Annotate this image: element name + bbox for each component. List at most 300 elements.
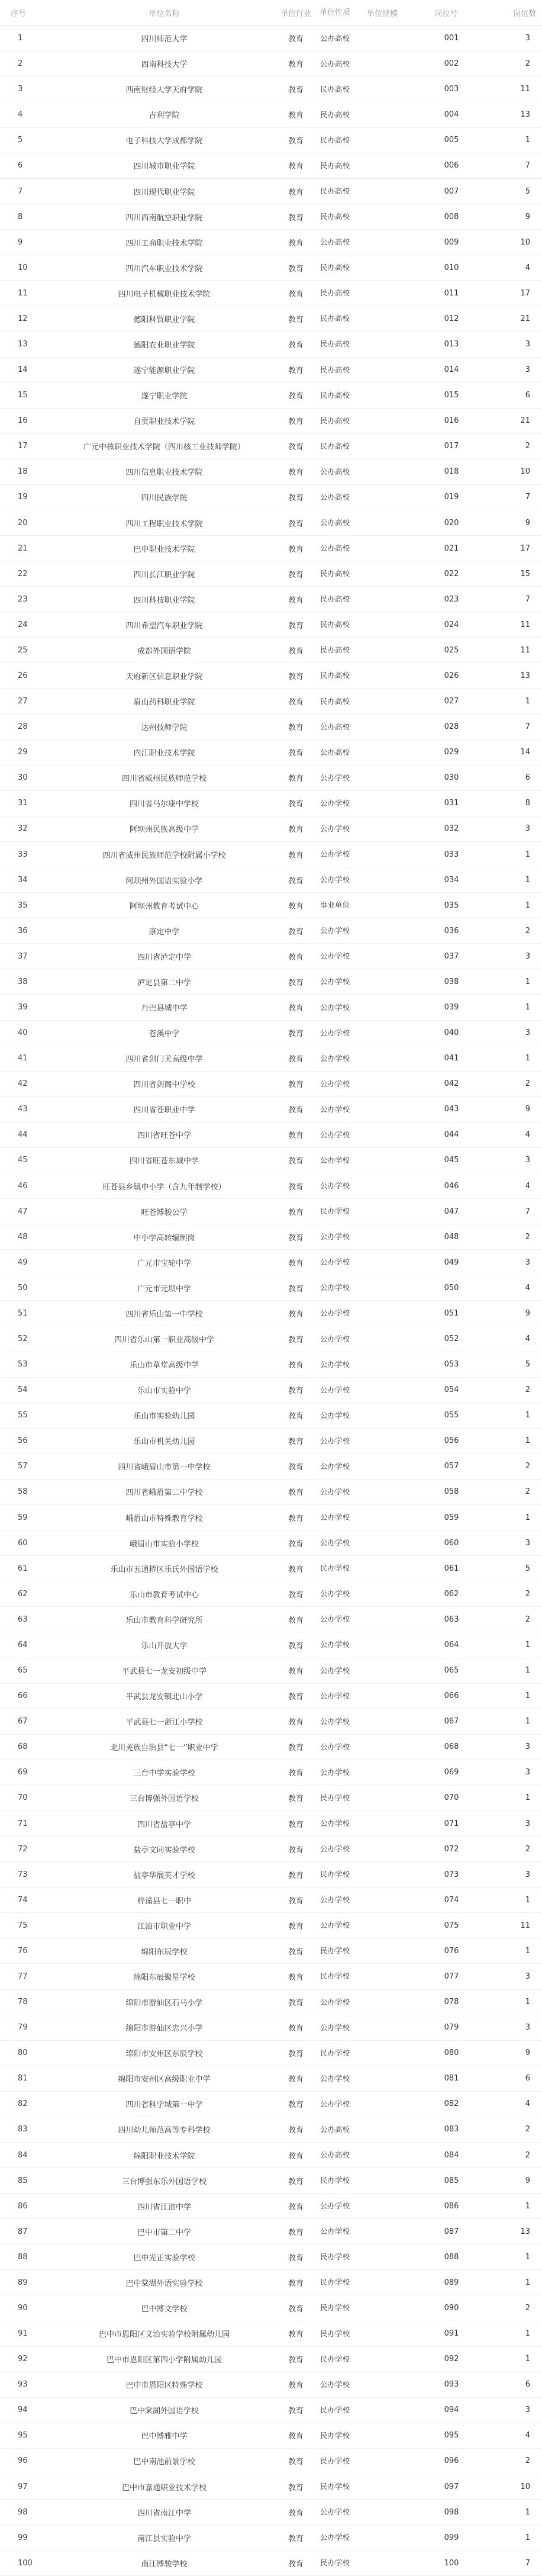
row-unit-scale [353, 1683, 411, 1709]
table-row [0, 51, 542, 76]
row-seq: 7 [0, 178, 53, 204]
row-position-code: 061 [411, 1556, 481, 1581]
row-seq: 93 [0, 2372, 53, 2397]
row-seq: 51 [0, 1301, 53, 1326]
table-row [0, 2117, 542, 2142]
row-unit-type: 公办学校 [317, 1709, 353, 1734]
row-position-code: 058 [411, 1479, 481, 1504]
row-position-code: 082 [411, 2091, 481, 2117]
row-unit-type: 民办高校 [317, 255, 353, 281]
row-seq: 81 [0, 2066, 53, 2091]
row-position-code: 062 [411, 1581, 481, 1607]
row-unit-name: 四川省江油中学 [53, 2194, 275, 2219]
row-unit-name: 乐山市实验幼儿园 [53, 1403, 275, 1428]
row-seq: 98 [0, 2500, 53, 2525]
row-position-code: 023 [411, 587, 481, 612]
table-row [0, 2500, 542, 2525]
row-seq: 79 [0, 2015, 53, 2040]
row-unit-industry: 教育 [275, 230, 317, 255]
row-unit-scale [353, 1428, 411, 1453]
row-unit-name: 乐山市草堂高级中学 [53, 1352, 275, 1377]
table-row [0, 408, 542, 433]
row-unit-scale [353, 1658, 411, 1683]
row-seq: 49 [0, 1250, 53, 1275]
row-seq: 85 [0, 2168, 53, 2194]
row-position-code: 042 [411, 1071, 481, 1096]
row-seq: 92 [0, 2346, 53, 2372]
row-position-count: 9 [481, 204, 542, 230]
row-unit-scale [353, 842, 411, 867]
table-row [0, 612, 542, 638]
row-position-code: 063 [411, 1607, 481, 1632]
row-seq: 2 [0, 51, 53, 76]
row-unit-type: 公办学校 [317, 1453, 353, 1479]
row-unit-name: 北川羌族自治县“七一”职业中学 [53, 1734, 275, 1760]
row-unit-scale [353, 663, 411, 689]
header-seq: 序号 [0, 0, 53, 25]
row-unit-scale [353, 2525, 411, 2551]
row-unit-name: 四川省乐山第一职业高级中学 [53, 1326, 275, 1352]
row-position-count: 3 [481, 1964, 542, 1989]
row-position-code: 085 [411, 2168, 481, 2194]
table-row [0, 1403, 542, 1428]
table-row [0, 995, 542, 1020]
row-unit-type: 公办学校 [317, 995, 353, 1020]
row-unit-type: 公办学校 [317, 1989, 353, 2015]
table-row [0, 1683, 542, 1709]
row-seq: 17 [0, 433, 53, 459]
table-row [0, 1122, 542, 1147]
row-unit-industry: 教育 [275, 2321, 317, 2346]
row-seq: 46 [0, 1173, 53, 1199]
row-position-count: 7 [481, 1199, 542, 1224]
table-row [0, 433, 542, 459]
table-row [0, 2346, 542, 2372]
row-unit-scale [353, 306, 411, 332]
table-row [0, 1810, 542, 1836]
table-row [0, 281, 542, 306]
row-unit-name: 天府新区信息职业学院 [53, 663, 275, 689]
row-seq: 96 [0, 2448, 53, 2474]
row-unit-industry: 教育 [275, 1760, 317, 1785]
table-row [0, 1453, 542, 1479]
table-row [0, 25, 542, 51]
row-position-count: 1 [481, 2321, 542, 2346]
row-seq: 86 [0, 2194, 53, 2219]
row-seq: 84 [0, 2142, 53, 2167]
row-unit-name: 达州技师学院 [53, 714, 275, 739]
table-row [0, 893, 542, 918]
row-position-count: 21 [481, 408, 542, 433]
row-seq: 94 [0, 2397, 53, 2423]
table-row [0, 2066, 542, 2091]
row-unit-name: 乐山开放大学 [53, 1632, 275, 1658]
row-position-count: 7 [481, 153, 542, 178]
row-position-count: 9 [481, 510, 542, 535]
row-seq: 32 [0, 816, 53, 841]
row-unit-scale [353, 1760, 411, 1785]
row-unit-type: 民办学校 [317, 1199, 353, 1224]
row-unit-industry: 教育 [275, 2372, 317, 2397]
row-position-code: 056 [411, 1428, 481, 1453]
row-seq: 53 [0, 1352, 53, 1377]
table-row [0, 638, 542, 663]
row-unit-scale [353, 1505, 411, 1530]
row-seq: 12 [0, 306, 53, 332]
row-unit-scale [353, 1377, 411, 1403]
row-unit-industry: 教育 [275, 2015, 317, 2040]
row-position-count: 13 [481, 663, 542, 689]
row-position-code: 065 [411, 1658, 481, 1683]
row-unit-type: 民办学校 [317, 1938, 353, 1964]
row-unit-industry: 教育 [275, 867, 317, 893]
table-row [0, 2397, 542, 2423]
row-unit-name: 电子科技大学成都学院 [53, 127, 275, 153]
row-seq: 25 [0, 638, 53, 663]
row-unit-scale [353, 2091, 411, 2117]
row-position-code: 013 [411, 332, 481, 357]
row-unit-type: 公办学校 [317, 2372, 353, 2397]
row-unit-type: 公办高校 [317, 51, 353, 76]
row-unit-scale [353, 1913, 411, 1938]
row-unit-industry: 教育 [275, 1607, 317, 1632]
row-unit-type: 公办学校 [317, 1887, 353, 1913]
row-seq: 44 [0, 1122, 53, 1147]
row-seq: 43 [0, 1096, 53, 1122]
row-unit-industry: 教育 [275, 2270, 317, 2295]
row-seq: 54 [0, 1377, 53, 1403]
row-position-code: 075 [411, 1913, 481, 1938]
row-seq: 20 [0, 510, 53, 535]
row-unit-scale [353, 76, 411, 102]
row-position-code: 014 [411, 357, 481, 382]
row-unit-scale [353, 689, 411, 714]
row-unit-type: 公办高校 [317, 230, 353, 255]
row-unit-name: 巴中博文学校 [53, 2295, 275, 2321]
row-position-code: 044 [411, 1122, 481, 1147]
row-unit-scale [353, 638, 411, 663]
row-unit-name: 四川省苍职业中学 [53, 1096, 275, 1122]
row-unit-type: 公办学校 [317, 1479, 353, 1504]
row-unit-type: 公办学校 [317, 1122, 353, 1147]
row-seq: 26 [0, 663, 53, 689]
row-unit-scale [353, 1403, 411, 1428]
row-unit-name: 乐山市五通桥区乐氏外国语学校 [53, 1556, 275, 1581]
header-unit-name: 单位名称 [53, 0, 275, 25]
row-unit-name: 四川希望汽车职业学院 [53, 612, 275, 638]
row-unit-industry: 教育 [275, 127, 317, 153]
row-unit-type: 民办高校 [317, 433, 353, 459]
row-unit-name: 遂宁能源职业学院 [53, 357, 275, 382]
row-seq: 73 [0, 1862, 53, 1887]
row-position-code: 071 [411, 1810, 481, 1836]
row-unit-name: 巴中棠湖外国语学校 [53, 2397, 275, 2423]
row-position-count: 21 [481, 306, 542, 332]
row-position-count: 2 [481, 2117, 542, 2142]
row-unit-scale [353, 51, 411, 76]
row-unit-name: 巴中职业技术学院 [53, 536, 275, 561]
row-position-count: 17 [481, 281, 542, 306]
row-unit-scale [353, 2015, 411, 2040]
row-seq: 30 [0, 765, 53, 790]
row-unit-name: 平武县龙安镇北山小学 [53, 1683, 275, 1709]
row-position-count: 3 [481, 944, 542, 969]
row-unit-scale [353, 944, 411, 969]
row-position-count: 1 [481, 2525, 542, 2551]
row-unit-type: 公办学校 [317, 1607, 353, 1632]
row-unit-scale [353, 995, 411, 1020]
table-row [0, 2015, 542, 2040]
row-unit-scale [353, 790, 411, 816]
table-row [0, 1224, 542, 1250]
row-position-code: 026 [411, 663, 481, 689]
row-unit-name: 四川省盐亭中学 [53, 1810, 275, 1836]
row-position-code: 080 [411, 2040, 481, 2066]
row-seq: 28 [0, 714, 53, 739]
row-unit-industry: 教育 [275, 944, 317, 969]
row-unit-type: 公办高校 [317, 739, 353, 765]
row-unit-type: 公办学校 [317, 1224, 353, 1250]
row-unit-type: 公办学校 [317, 1326, 353, 1352]
row-unit-name: 四川现代职业学院 [53, 178, 275, 204]
row-unit-scale [353, 2551, 411, 2576]
row-unit-industry: 教育 [275, 1224, 317, 1250]
row-unit-scale [353, 255, 411, 281]
row-unit-industry: 教育 [275, 969, 317, 995]
row-unit-name: 西南科技大学 [53, 51, 275, 76]
row-unit-name: 乐山市实验中学 [53, 1377, 275, 1403]
row-seq: 3 [0, 76, 53, 102]
row-unit-name: 丹巴县城中学 [53, 995, 275, 1020]
row-position-code: 051 [411, 1301, 481, 1326]
table-row [0, 739, 542, 765]
row-position-count: 9 [481, 2168, 542, 2194]
row-position-count: 4 [481, 2423, 542, 2448]
row-position-count: 2 [481, 433, 542, 459]
row-position-code: 001 [411, 25, 481, 51]
row-unit-type: 事业单位 [317, 893, 353, 918]
row-unit-industry: 教育 [275, 1147, 317, 1173]
table-row [0, 1530, 542, 1556]
row-position-count: 2 [481, 1453, 542, 1479]
row-unit-name: 阿坝州外国语实验小学 [53, 867, 275, 893]
row-unit-industry: 教育 [275, 893, 317, 918]
row-unit-industry: 教育 [275, 1658, 317, 1683]
row-unit-scale [353, 714, 411, 739]
row-seq: 66 [0, 1683, 53, 1709]
row-position-code: 038 [411, 969, 481, 995]
row-seq: 62 [0, 1581, 53, 1607]
table-row [0, 1020, 542, 1046]
row-seq: 1 [0, 25, 53, 51]
row-unit-name: 四川省旺苍东城中学 [53, 1147, 275, 1173]
row-unit-type: 公办学校 [317, 918, 353, 944]
row-position-count: 2 [481, 1224, 542, 1250]
row-position-code: 027 [411, 689, 481, 714]
row-position-count: 11 [481, 76, 542, 102]
row-unit-name: 绵阳职业技术学院 [53, 2142, 275, 2167]
row-seq: 72 [0, 1837, 53, 1862]
row-unit-type: 民办学校 [317, 2397, 353, 2423]
row-unit-type: 民办高校 [317, 178, 353, 204]
row-unit-type: 公办学校 [317, 1632, 353, 1658]
row-position-code: 096 [411, 2448, 481, 2474]
row-unit-name: 四川省威州民族师范学校附属小学校 [53, 842, 275, 867]
row-position-code: 055 [411, 1403, 481, 1428]
row-unit-scale [353, 2474, 411, 2500]
row-unit-type: 公办学校 [317, 2525, 353, 2551]
row-unit-industry: 教育 [275, 382, 317, 408]
table-row [0, 76, 542, 102]
row-seq: 80 [0, 2040, 53, 2066]
table-row [0, 587, 542, 612]
row-position-count: 1 [481, 1632, 542, 1658]
row-unit-industry: 教育 [275, 1479, 317, 1504]
row-position-code: 087 [411, 2219, 481, 2244]
row-unit-name: 绵阳市安州区东辰学校 [53, 2040, 275, 2066]
table-row [0, 1989, 542, 2015]
row-unit-industry: 教育 [275, 2194, 317, 2219]
row-unit-type: 公办学校 [317, 2091, 353, 2117]
row-position-code: 028 [411, 714, 481, 739]
table-row [0, 459, 542, 484]
table-row [0, 1250, 542, 1275]
row-unit-name: 南江博骏学校 [53, 2551, 275, 2576]
row-unit-scale [353, 2397, 411, 2423]
row-unit-industry: 教育 [275, 1709, 317, 1734]
table-row [0, 2423, 542, 2448]
row-unit-industry: 教育 [275, 1403, 317, 1428]
row-unit-name: 绵阳市游仙区忠兴小学 [53, 2015, 275, 2040]
row-position-code: 052 [411, 1326, 481, 1352]
row-position-code: 050 [411, 1275, 481, 1301]
row-unit-scale [353, 153, 411, 178]
row-unit-industry: 教育 [275, 2474, 317, 2500]
row-seq: 100 [0, 2551, 53, 2576]
row-unit-scale [353, 561, 411, 587]
row-unit-industry: 教育 [275, 255, 317, 281]
row-unit-industry: 教育 [275, 2448, 317, 2474]
row-seq: 55 [0, 1403, 53, 1428]
table-row [0, 2448, 542, 2474]
row-unit-type: 公办学校 [317, 2219, 353, 2244]
row-position-code: 030 [411, 765, 481, 790]
row-unit-scale [353, 893, 411, 918]
row-position-code: 097 [411, 2474, 481, 2500]
table-row [0, 536, 542, 561]
row-unit-name: 南江县实验中学 [53, 2525, 275, 2551]
row-unit-type: 公办学校 [317, 1377, 353, 1403]
table-row [0, 1173, 542, 1199]
row-unit-industry: 教育 [275, 561, 317, 587]
row-unit-industry: 教育 [275, 1530, 317, 1556]
row-position-count: 2 [481, 2295, 542, 2321]
row-position-code: 036 [411, 918, 481, 944]
row-unit-type: 民办学校 [317, 2244, 353, 2270]
row-seq: 34 [0, 867, 53, 893]
row-position-count: 1 [481, 2244, 542, 2270]
row-unit-industry: 教育 [275, 2500, 317, 2525]
row-position-code: 037 [411, 944, 481, 969]
table-row [0, 1326, 542, 1352]
row-seq: 87 [0, 2219, 53, 2244]
row-unit-type: 民办高校 [317, 281, 353, 306]
row-position-count: 6 [481, 2372, 542, 2397]
table-row [0, 153, 542, 178]
table-row [0, 1760, 542, 1785]
row-unit-industry: 教育 [275, 1505, 317, 1530]
row-unit-type: 民办高校 [317, 561, 353, 587]
row-position-code: 089 [411, 2270, 481, 2295]
row-unit-name: 巴中市恩阳区特殊学校 [53, 2372, 275, 2397]
table-row [0, 867, 542, 893]
row-unit-industry: 教育 [275, 1071, 317, 1096]
row-seq: 33 [0, 842, 53, 867]
row-unit-industry: 教育 [275, 1989, 317, 2015]
table-row [0, 816, 542, 841]
table-row [0, 510, 542, 535]
row-seq: 75 [0, 1913, 53, 1938]
row-position-code: 035 [411, 893, 481, 918]
row-position-code: 022 [411, 561, 481, 587]
table-row [0, 663, 542, 689]
row-unit-type: 公办学校 [317, 1403, 353, 1428]
row-position-code: 015 [411, 382, 481, 408]
row-unit-industry: 教育 [275, 739, 317, 765]
row-unit-industry: 教育 [275, 1734, 317, 1760]
row-unit-scale [353, 536, 411, 561]
table-row [0, 1428, 542, 1453]
row-unit-name: 四川工商职业技术学院 [53, 230, 275, 255]
row-seq: 5 [0, 127, 53, 153]
row-seq: 37 [0, 944, 53, 969]
row-unit-industry: 教育 [275, 102, 317, 127]
row-seq: 23 [0, 587, 53, 612]
row-position-count: 4 [481, 1275, 542, 1301]
row-unit-type: 公办学校 [317, 816, 353, 841]
row-unit-scale [353, 1734, 411, 1760]
row-position-code: 048 [411, 1224, 481, 1250]
row-seq: 10 [0, 255, 53, 281]
row-position-count: 1 [481, 1989, 542, 2015]
row-unit-type: 公办学校 [317, 1913, 353, 1938]
row-unit-name: 德阳农业职业学院 [53, 332, 275, 357]
row-unit-name: 乐山市教育考试中心 [53, 1581, 275, 1607]
row-unit-scale [353, 433, 411, 459]
row-unit-type: 民办学校 [317, 2040, 353, 2066]
table-row [0, 1862, 542, 1887]
row-unit-name: 四川省峨眉山市第一中学校 [53, 1453, 275, 1479]
table-row [0, 2551, 542, 2576]
row-unit-industry: 教育 [275, 433, 317, 459]
row-unit-scale [353, 2423, 411, 2448]
row-seq: 18 [0, 459, 53, 484]
row-seq: 50 [0, 1275, 53, 1301]
row-unit-industry: 教育 [275, 918, 317, 944]
row-unit-industry: 教育 [275, 510, 317, 535]
row-unit-type: 公办高校 [317, 714, 353, 739]
row-unit-name: 巴中棠湖外语实验学校 [53, 2270, 275, 2295]
row-unit-scale [353, 408, 411, 433]
row-unit-type: 公办学校 [317, 1096, 353, 1122]
row-unit-type: 公办学校 [317, 1147, 353, 1173]
row-unit-scale [353, 1301, 411, 1326]
row-unit-type: 公办学校 [317, 1683, 353, 1709]
row-unit-industry: 教育 [275, 2244, 317, 2270]
row-unit-scale [353, 1122, 411, 1147]
row-unit-scale [353, 2270, 411, 2295]
row-unit-scale [353, 1275, 411, 1301]
